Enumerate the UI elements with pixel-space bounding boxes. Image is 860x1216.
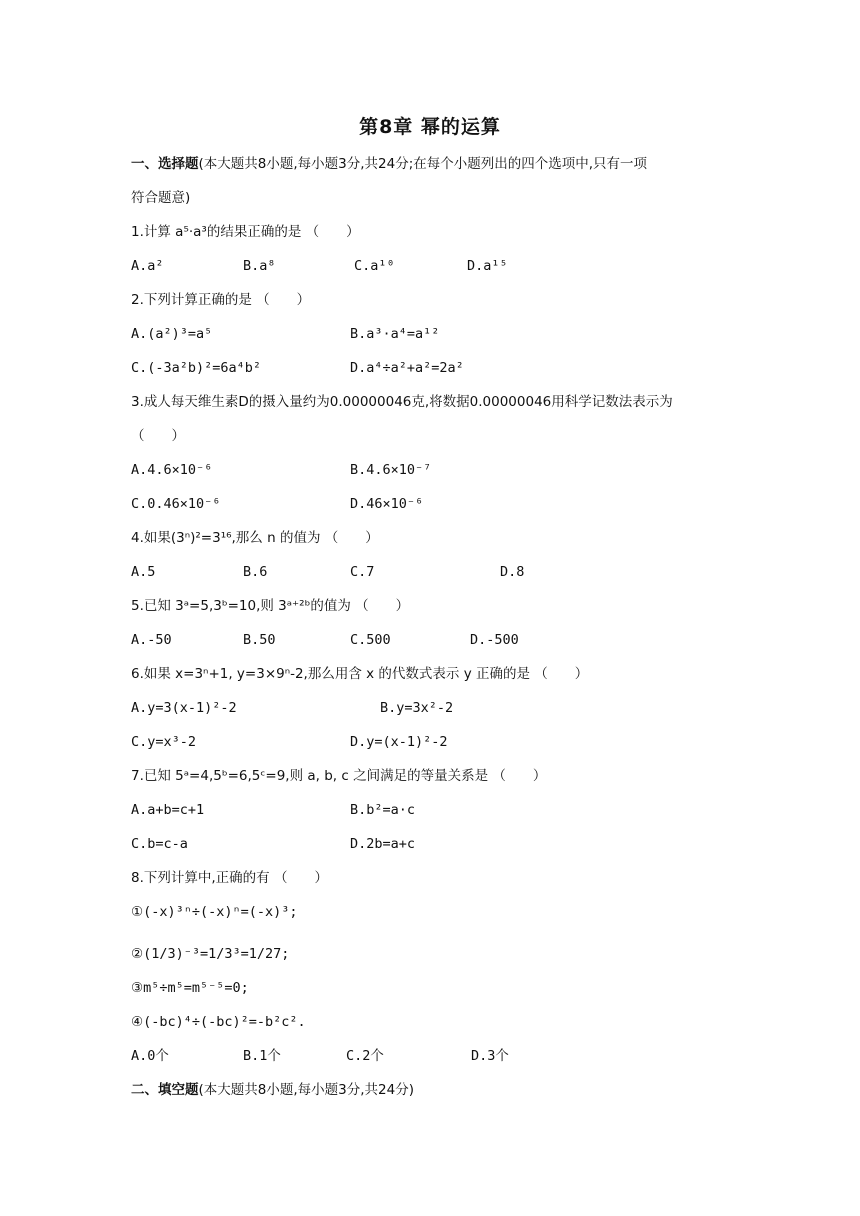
q3-stem-line1: 3.成人每天维生素D的摄入量约为0.00000046克,将数据0.00000046用科学记数法表示为 [131,394,673,410]
q4-option-c: C.7 [350,564,375,580]
q2-stem: 2.下列计算正确的是 （ ） [131,292,311,308]
q5-option-b: B.50 [243,632,276,648]
section-2-note: (本大题共8小题,每小题3分,共24分) [198,1082,414,1098]
q5-option-a: A.-50 [131,632,172,648]
q8-option-d: D.3个 [471,1048,509,1064]
q8-item-4: ④(-bc)⁴÷(-bc)²=-b²c². [131,1014,306,1030]
q2-option-a: A.(a²)³=a⁵ [131,326,213,342]
q5-option-c: C.500 [350,632,391,648]
q3-option-a: A.4.6×10⁻⁶ [131,462,213,478]
q8-option-b: B.1个 [243,1048,281,1064]
q8-item-3: ③m⁵÷m⁵=m⁵⁻⁵=0; [131,980,249,996]
q3-stem-line2: （ ） [131,428,185,444]
q6-option-b: B.y=3x²-2 [380,700,454,716]
q8-option-c: C.2个 [346,1048,384,1064]
q1-stem: 1.计算 a⁵·a³的结果正确的是 （ ） [131,224,360,240]
q1-option-c: C.a¹⁰ [354,258,395,274]
q1-option-b: B.a⁸ [243,258,276,274]
section-2-heading: 二、填空题 [131,1082,199,1098]
q6-option-a: A.y=3(x-1)²-2 [131,700,237,716]
q6-stem: 6.如果 x=3ⁿ+1, y=3×9ⁿ-2,那么用含 x 的代数式表示 y 正确的是 （ ） [131,666,589,682]
q5-option-d: D.-500 [470,632,519,648]
q7-option-b: B.b²=a·c [350,802,416,818]
q5-stem: 5.已知 3ᵃ=5,3ᵇ=10,则 3ᵃ⁺²ᵇ的值为 （ ） [131,598,410,614]
q3-option-b: B.4.6×10⁻⁷ [350,462,432,478]
section-2-intro [131,1084,414,1098]
section-1-heading: 一、选择题 [131,156,199,172]
q4-option-b: B.6 [243,564,268,580]
q4-option-a: A.5 [131,564,156,580]
q6-option-c: C.y=x³-2 [131,734,197,750]
q8-option-a: A.0个 [131,1048,169,1064]
section-1-note-line2: 符合题意) [131,190,191,206]
q4-stem: 4.如果(3ⁿ)²=3¹⁶,那么 n 的值为 （ ） [131,530,379,546]
q7-option-d: D.2b=a+c [350,836,416,852]
q7-option-a: A.a+b=c+1 [131,802,205,818]
q8-item-1: ①(-x)³ⁿ÷(-x)ⁿ=(-x)³; [131,904,298,920]
q3-option-c: C.0.46×10⁻⁶ [131,496,221,512]
q8-item-2: ②(1/3)⁻³=1/3³=1/27; [131,946,290,962]
q8-stem: 8.下列计算中,正确的有 （ ） [131,870,328,886]
q2-option-c: C.(-3a²b)²=6a⁴b² [131,360,262,376]
section-1-intro [131,158,647,172]
q1-option-d: D.a¹⁵ [467,258,508,274]
q2-option-b: B.a³·a⁴=a¹² [350,326,440,342]
q3-option-d: D.46×10⁻⁶ [350,496,424,512]
section-1-note-line1: (本大题共8小题,每小题3分,共24分;在每个小题列出的四个选项中,只有一项 [198,156,648,172]
q6-option-d: D.y=(x-1)²-2 [350,734,448,750]
q7-option-c: C.b=c-a [131,836,188,852]
q2-option-d: D.a⁴÷a²+a²=2a² [350,360,464,376]
q7-stem: 7.已知 5ᵃ=4,5ᵇ=6,5ᶜ=9,则 a, b, c 之间满足的等量关系是 （ ） [131,768,547,784]
page-title: 第8章 幂的运算 [359,116,501,138]
q4-option-d: D.8 [500,564,525,580]
q1-option-a: A.a² [131,258,164,274]
